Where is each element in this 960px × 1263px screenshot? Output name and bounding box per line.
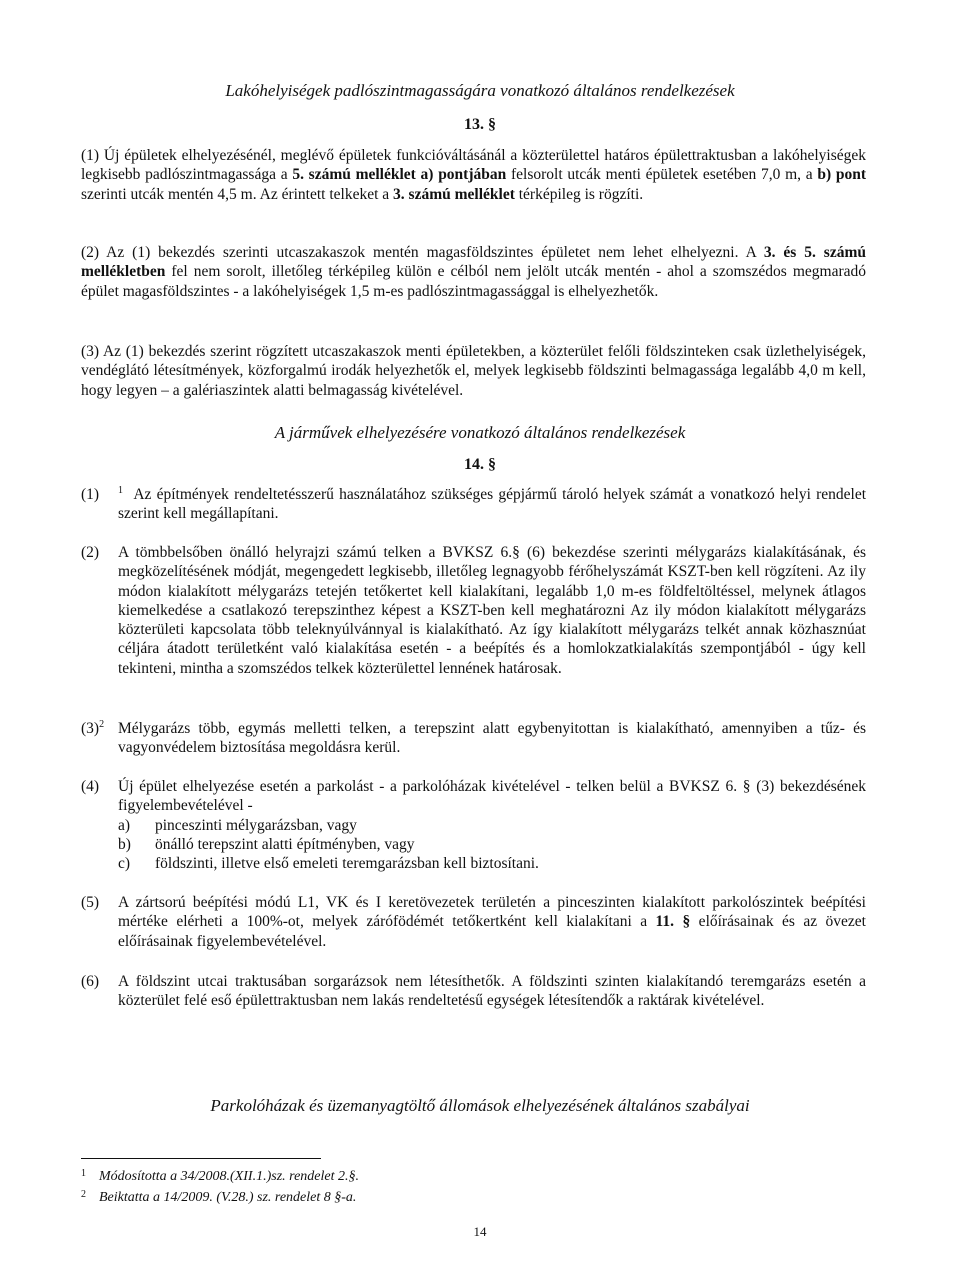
sec13-paragraph-2: (2) Az (1) bekezdés szerinti utcaszakaszok mentén magasföldszintes épületet nem lehet elhelyezni. A 3. és 5. számú mellékletben fel nem sorolt, illetőleg térképileg külön e célból nem jelölt utcák mentén - ahol a szomszédos megmaradó épület magasföldszintes - a lakóhelyiségek 1,5 m-es padlószintmagassággal is elhelyezhetők. (81, 244, 866, 300)
page-number: 14 (473, 1224, 487, 1239)
footnote-ref-1: 1 (118, 484, 123, 496)
footnote-divider (81, 1158, 321, 1159)
section-14-title: 14. § (464, 456, 496, 473)
sublist-item: b) önálló terepszint alatti építményben, vagy (118, 835, 415, 853)
section-heading-1: Lakóhelyiségek padlószintmagasságára vonatkozó általános rendelkezések (225, 81, 735, 100)
sublist-item: c) földszinti, illetve első emeleti teremgarázsban kell biztosítani. (118, 855, 539, 873)
section-heading-3: Parkolóházak és üzemanyagtöltő állomások elhelyezésének általános szabályai (210, 1096, 750, 1115)
footnote-2: 2 Beiktatta a 14/2009. (V.28.) sz. rendelet 8 §-a. (81, 1189, 357, 1205)
sec14-item-6: (6) A földszint utcai traktusában sorgarázsok nem létesíthetők. A földszinti szinten kialakítandó teremgarázs esetén a közterület felé eső épülettraktusban nem lakás rendeltetésű egységek létesítendők a raktárak kivételével. (81, 973, 866, 1010)
sec14-item-3: $(3)^2$ Mélygarázs több, egymás melletti telken, a terepszint alatt egybenyitottan is kialakítható, amennyiben a tűz- és vagyonvédelem biztosítása megoldásra kerül. (81, 718, 866, 757)
item-number: $(3)^2$ (81, 718, 105, 737)
item-number: (5) (81, 894, 100, 911)
sublist (118, 816, 866, 874)
sec14-item-2: (2) A tömbbelsőben önálló helyrajzi számú telken a BVKSZ 6.§ (6) bekezdése szerinti mélygarázs kialakításának, és megközelítésének módját, megengedett legkisebb, illetőleg legnagyobb férőhelyszámát KSZT-ben kell rögzíteni. Az ily módon kialakított mélygarázs tetején tetőkertet kell kialakítani, legalább 1,0 m-es földfeltöltéssel, melynek átlagos kiemelkedése a csatlakozó terepszinthez képest a KSZT-ben kell meghatározni Az ily módon kialakított mélygarázs közterületi kapcsolata több teleknyúlvánnyal is kialakítható. Az így kialakított mélygarázs telkét annak közhasznúat céljára átadott területként való kialakítása esetén - a beépítés és a homlokzatkialakítás szempontjából - úgy kell tekinteni, mintha a szomszédos telkek közterülettel lennének határosak. (81, 544, 866, 677)
sec13-paragraph-1: (1) Új épületek elhelyezésénél, meglévő épületek funkcióváltásánál a közterülettel határos épülettraktusban a lakóhelyiségek legkisebb padlószintmagassága a 5. számú melléklet a) pontjában felsorolt utcák menti épületek esetében 7,0 m, a b) pont szerinti utcák mentén 4,5 m. Az érintett telkeket a 3. számú melléklet térképileg is rögzíti. (81, 147, 866, 203)
sec13-paragraph-3: (3) Az (1) bekezdés szerint rögzített utcaszakaszok menti épületekben, a közterület felőli földszinteken csak üzlethelyiségek, vendéglátó létesítmények, közforgalmú irodák helyezhetők el, melyek legkisebb földszinti belmagassága legalább 4,0 m kell, hogy legyen – a galériaszintek alatti belmagasság kivételével. (81, 343, 866, 399)
item-number: (4) (81, 778, 100, 795)
item-number: (2) (81, 544, 100, 561)
sec14-item-5: (5) A zártsorú beépítési módú L1, VK és I keretövezetek területén a pinceszinten kialakított parkolószintek beépítési mértéke elérheti a 100%-ot, melyek zárófödémét tetőkertként kell kialakítani a 11. § előírásainak és az övezet előírásainak figyelembevételével. (81, 894, 866, 950)
item-number: (6) (81, 973, 100, 990)
section-heading-2: A járművek elhelyezésére vonatkozó általános rendelkezések (274, 423, 686, 442)
item-number: (1) (81, 486, 100, 503)
footnote-1: 1 Módosította a 34/2008.(XII.1.)sz. rendelet 2.§. (81, 1168, 360, 1184)
footnote-ref-2: 2 (99, 718, 105, 730)
sec14-item-1: (1) $^1$ Az építmények rendeltetésszerű használatához szükséges gépjármű tároló helyek számát a vonatkozó helyi rendelet szerint kell megállapítani. (81, 484, 867, 523)
sec14-item-4: (4) Új épület elhelyezése esetén a parkolást - a parkolóházak kivételével - telken belül a BVKSZ 6. § (3) bekezdésének figyelembevételével - a) pinceszinti mélygarázsban, vagy b) önálló terepszint alatti építményben, vagy c) földszinti, illetve első emeleti teremgarázsban kell biztosítani. (81, 778, 866, 873)
section-13-title: 13. § (464, 116, 496, 133)
sublist-item: a) pinceszinti mélygarázsban, vagy (118, 816, 357, 834)
